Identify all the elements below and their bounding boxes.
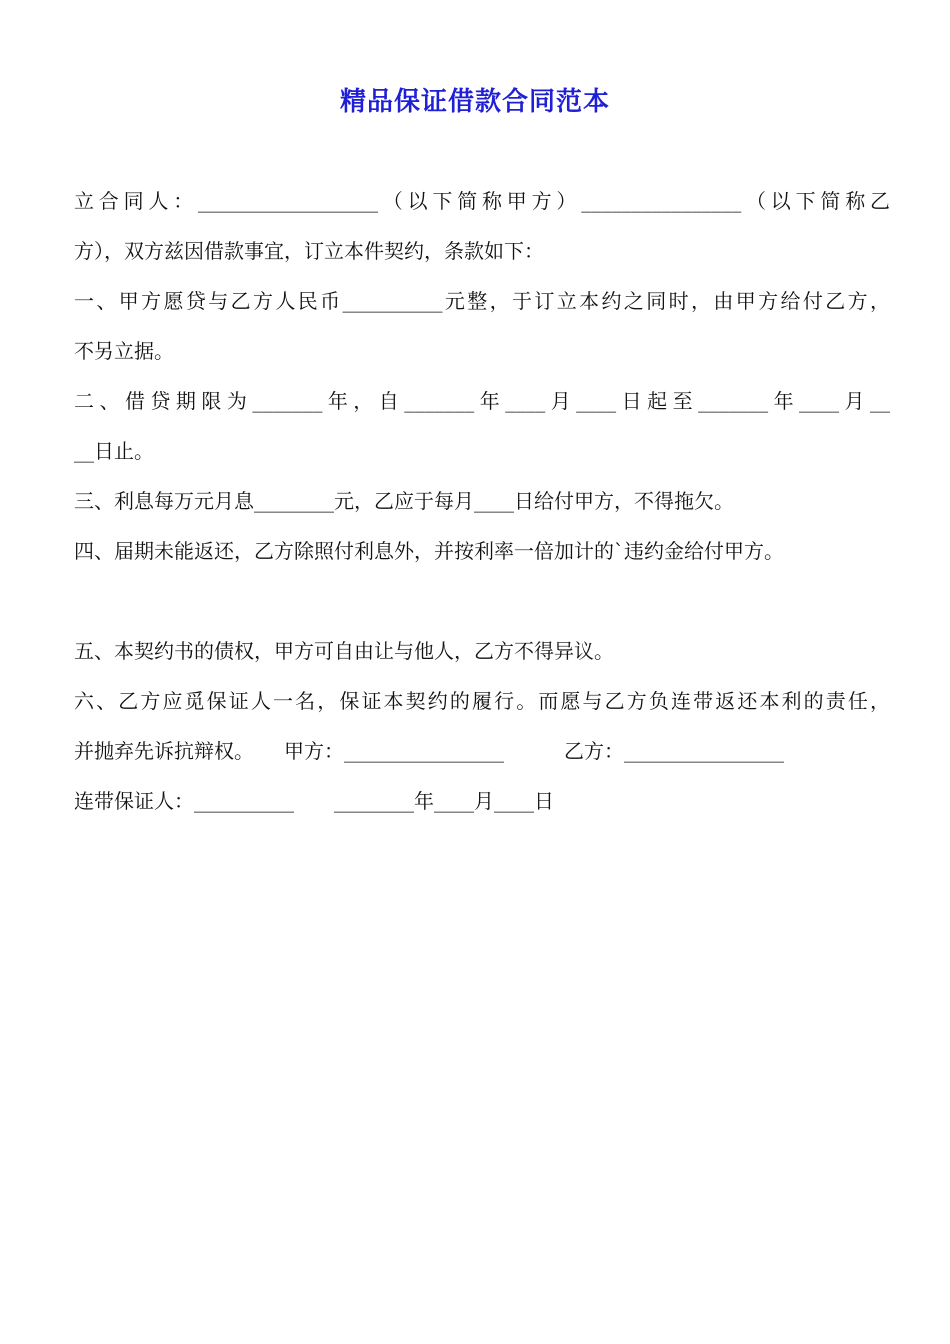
guarantor-date-line: 连带保证人：__________ ________年____月____日: [74, 789, 554, 813]
clause-6-line-1: 六、乙方应觅保证人一名，保证本契约的履行。而愿与乙方负连带返还本利的责任，: [74, 689, 890, 713]
document-title: 精品保证借款合同范本: [339, 87, 610, 117]
signature-parties-line: 并抛弃先诉抗辩权。 甲方：________________ 乙方：________________: [74, 739, 784, 763]
clause-4: 四、届期未能返还，乙方除照付利息外，并按利率一倍加计的`违约金给付甲方。: [74, 539, 784, 563]
blank-line: [74, 576, 890, 626]
clause-3: 三、利息每万元月息________元，乙应于每月____日给付甲方，不得拖欠。: [74, 489, 734, 513]
clause-1-line-2: 不另立据。: [74, 339, 174, 363]
clause-2-line-2: __日止。: [74, 439, 154, 463]
clause-5: 五、本契约书的债权，甲方可自由让与他人，乙方不得异议。: [74, 639, 614, 663]
clause-2-line-1: 二、借贷期限为_______年，自_______年____月____日起至_______年____月__: [74, 389, 890, 413]
document-body: [74, 176, 890, 826]
clause-1-line-1: 一、甲方愿贷与乙方人民币__________元整，于订立本约之同时，由甲方给付乙方，: [74, 289, 890, 313]
clause-parties-line-1: 立合同人：__________________（以下简称甲方）________________（以下简称乙: [74, 189, 890, 213]
clause-parties-line-2: 方），双方兹因借款事宜，订立本件契约，条款如下：: [74, 239, 544, 263]
